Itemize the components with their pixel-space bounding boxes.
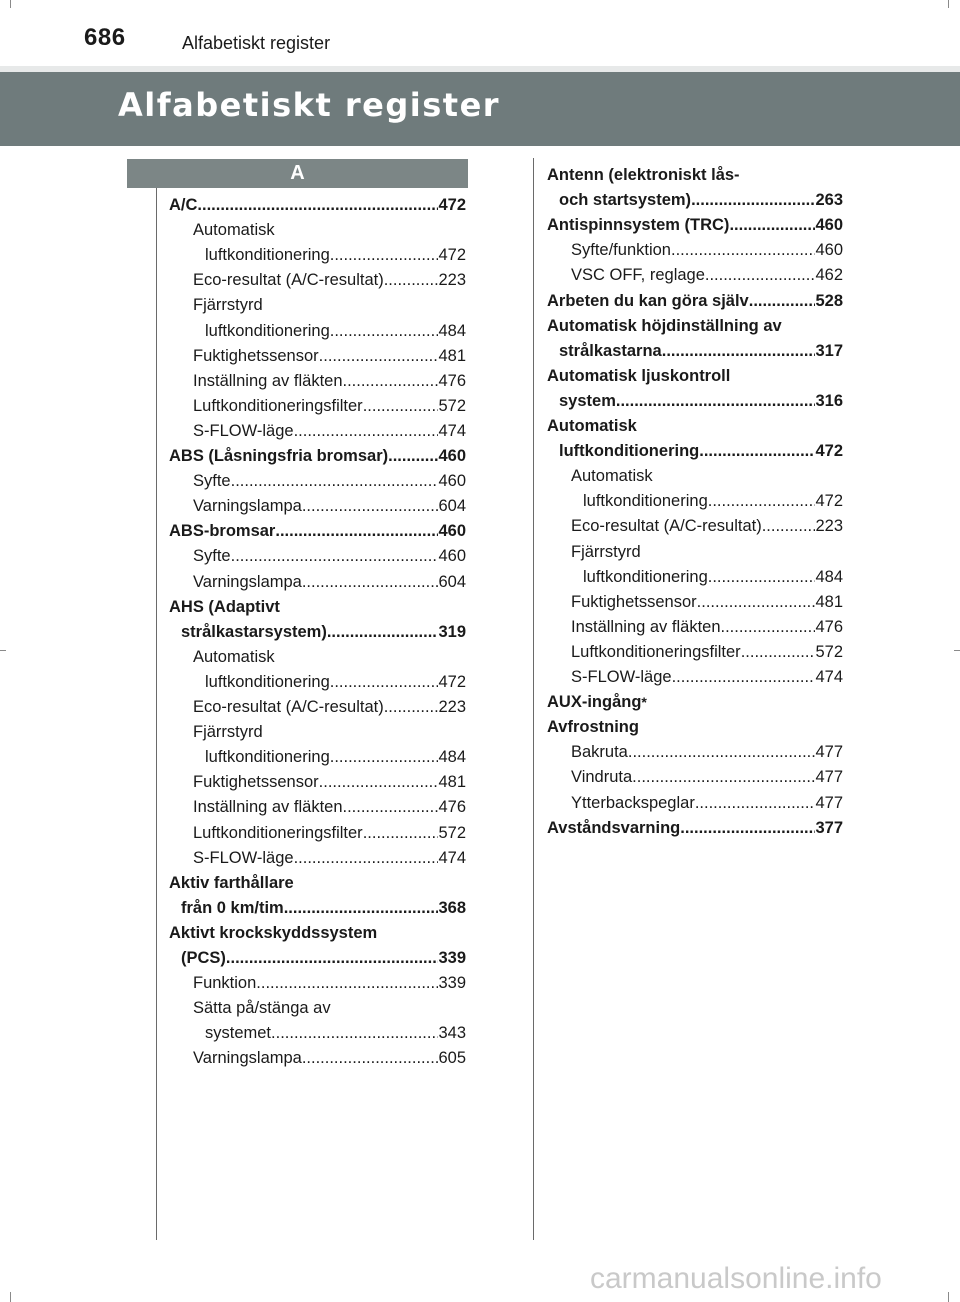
dot-leader bbox=[330, 670, 439, 695]
index-entry bbox=[169, 871, 294, 896]
index-entry-term: S-FLOW-läge bbox=[571, 668, 672, 686]
dot-leader bbox=[384, 268, 439, 293]
index-entry-page: 572 bbox=[438, 396, 466, 415]
dot-leader bbox=[632, 765, 815, 790]
index-entry bbox=[193, 821, 466, 846]
index-entry-term: strålkastarsystem) bbox=[181, 622, 327, 641]
index-entry-page: 462 bbox=[815, 266, 843, 285]
watermark: carmanualsonline.info bbox=[590, 1262, 882, 1295]
dot-leader bbox=[302, 1046, 439, 1071]
footnote-marker: * bbox=[641, 694, 647, 711]
index-entry-term: Avfrostning bbox=[547, 718, 639, 737]
index-entry-term: Arbeten du kan göra själv bbox=[547, 291, 749, 310]
dot-leader bbox=[294, 419, 439, 444]
index-entry-term: S-FLOW-läge bbox=[193, 848, 294, 867]
index-entry bbox=[583, 565, 843, 590]
dot-leader bbox=[699, 439, 815, 464]
dot-leader bbox=[708, 489, 816, 514]
index-entry-page: 472 bbox=[815, 492, 843, 511]
index-entry-term: ABS-bromsar bbox=[169, 522, 276, 541]
index-entry bbox=[547, 715, 639, 740]
dot-leader bbox=[695, 791, 816, 816]
index-entry-term: Luftkonditioneringsfilter bbox=[193, 823, 363, 842]
index-entry bbox=[193, 570, 466, 595]
index-entry bbox=[571, 791, 843, 816]
index-entry-term: Fjärrstyrd bbox=[193, 296, 263, 315]
dot-leader bbox=[388, 444, 438, 469]
index-entry-page: 472 bbox=[438, 246, 466, 265]
index-entry-page: 472 bbox=[815, 442, 843, 461]
crop-mark bbox=[10, 0, 11, 8]
crop-mark bbox=[948, 1292, 949, 1302]
index-entry bbox=[559, 389, 843, 414]
title-band-rule bbox=[0, 66, 960, 72]
index-entry bbox=[547, 690, 647, 715]
index-entry-term: Funktion bbox=[193, 974, 257, 993]
page-number: 686 bbox=[84, 24, 126, 51]
index-entry bbox=[571, 615, 843, 640]
dot-leader bbox=[363, 394, 439, 419]
index-entry-term: Inställning av fläkten bbox=[193, 371, 343, 390]
dot-leader bbox=[741, 640, 816, 665]
index-entry-page: 368 bbox=[438, 898, 466, 917]
dot-leader bbox=[197, 193, 438, 218]
index-entry-page: 572 bbox=[438, 823, 466, 842]
index-entry-page: 472 bbox=[438, 196, 466, 214]
index-entry bbox=[193, 1046, 466, 1071]
index-entry-page: 460 bbox=[438, 547, 466, 566]
index-entry bbox=[193, 293, 263, 318]
index-entry-term: Inställning av fläkten bbox=[571, 617, 721, 636]
index-entry-term: Automatisk ljuskontroll bbox=[547, 366, 731, 385]
index-entry-page: 339 bbox=[438, 974, 466, 993]
index-entry bbox=[571, 238, 843, 263]
index-entry bbox=[193, 720, 263, 745]
index-entry-page: 460 bbox=[438, 447, 466, 465]
dot-leader bbox=[343, 369, 439, 394]
index-entry-term: luftkonditionering bbox=[583, 567, 708, 586]
index-entry-page: 460 bbox=[438, 472, 466, 491]
index-entry bbox=[193, 494, 466, 519]
index-entry-page: 317 bbox=[815, 341, 843, 360]
running-head: Alfabetiskt register bbox=[182, 33, 331, 53]
index-entry-page: 223 bbox=[438, 271, 466, 290]
crop-mark bbox=[954, 650, 960, 651]
index-entry bbox=[205, 1021, 466, 1046]
column-divider-middle bbox=[533, 158, 534, 1240]
index-entry bbox=[547, 213, 843, 238]
index-entry bbox=[547, 163, 740, 188]
index-entry-term: Syfte bbox=[193, 472, 231, 491]
index-entry-term: Varningslampa bbox=[193, 1049, 302, 1068]
index-entry-term: Aktivt krockskyddssystem bbox=[169, 923, 378, 942]
index-entry-page: 604 bbox=[438, 497, 466, 516]
index-entry-page: 572 bbox=[815, 642, 843, 661]
dot-leader bbox=[302, 494, 439, 519]
index-entry bbox=[571, 740, 843, 765]
index-entry-term: luftkonditionering bbox=[205, 321, 330, 340]
index-entry bbox=[571, 514, 843, 539]
index-entry-term: Antenn (elektroniskt lås- bbox=[547, 166, 740, 184]
dot-leader bbox=[330, 243, 439, 268]
index-entry-page: 484 bbox=[438, 748, 466, 767]
index-entry bbox=[547, 816, 843, 841]
index-entry-page: 604 bbox=[438, 572, 466, 591]
dot-leader bbox=[691, 188, 815, 213]
index-entry bbox=[169, 444, 466, 469]
index-entry-page: 460 bbox=[815, 216, 843, 235]
index-entry-term: från 0 km/tim bbox=[181, 898, 284, 917]
crop-mark bbox=[0, 650, 6, 651]
dot-leader bbox=[330, 745, 439, 770]
dot-leader bbox=[231, 544, 439, 569]
index-entry-term: (PCS) bbox=[181, 949, 226, 967]
crop-mark bbox=[10, 1292, 11, 1302]
dot-leader bbox=[628, 740, 816, 765]
index-entry-term: Eco-resultat (A/C-resultat) bbox=[571, 517, 762, 536]
index-entry bbox=[205, 670, 466, 695]
index-entry-term: Fuktighetssensor bbox=[193, 346, 319, 365]
page-title: Alfabetiskt register bbox=[118, 86, 501, 124]
index-entry-term: Automatisk bbox=[193, 221, 275, 240]
section-letter-header: A bbox=[127, 159, 468, 188]
dot-leader bbox=[705, 263, 816, 288]
index-entry-page: 477 bbox=[815, 793, 843, 812]
index-entry-term: Fjärrstyrd bbox=[571, 542, 641, 561]
dot-leader bbox=[721, 615, 816, 640]
dot-leader bbox=[271, 1021, 438, 1046]
index-entry bbox=[571, 640, 843, 665]
dot-leader bbox=[226, 946, 439, 971]
index-entry-page: 528 bbox=[815, 291, 843, 310]
index-entry-term: Antispinnsystem (TRC) bbox=[547, 216, 730, 235]
index-entry bbox=[547, 414, 637, 439]
index-entry-term: S-FLOW-läge bbox=[193, 421, 294, 440]
index-entry-term: Automatisk bbox=[193, 647, 275, 666]
index-entry bbox=[193, 544, 466, 569]
dot-leader bbox=[256, 971, 438, 996]
index-entry-term: Eco-resultat (A/C-resultat) bbox=[193, 698, 384, 716]
index-entry-term: luftkonditionering bbox=[559, 442, 700, 461]
dot-leader bbox=[319, 770, 439, 795]
dot-leader bbox=[680, 816, 815, 841]
index-entry bbox=[193, 344, 466, 369]
index-entry-page: 460 bbox=[438, 522, 466, 541]
index-entry-term: luftkonditionering bbox=[205, 672, 330, 691]
index-entry-term: Bakruta bbox=[571, 743, 628, 762]
dot-leader bbox=[302, 570, 439, 595]
index-entry-term: luftkonditionering bbox=[205, 246, 330, 265]
index-entry bbox=[571, 590, 843, 615]
index-entry bbox=[547, 314, 782, 339]
index-entry-term: och startsystem) bbox=[559, 191, 692, 210]
index-entry-term: Varningslampa bbox=[193, 572, 302, 591]
index-entry-page: 481 bbox=[815, 592, 843, 611]
index-entry-term: Fjärrstyrd bbox=[193, 723, 263, 742]
index-entry-term: Avståndsvarning bbox=[547, 818, 681, 837]
index-entry-page: 460 bbox=[815, 241, 843, 260]
index-entry-page: 263 bbox=[815, 191, 843, 210]
index-entry-page: 484 bbox=[815, 567, 843, 586]
index-entry bbox=[193, 795, 466, 820]
index-entry bbox=[169, 519, 466, 544]
index-entry-term: Automatisk bbox=[571, 467, 653, 486]
index-entry bbox=[205, 243, 466, 268]
index-entry bbox=[559, 439, 843, 464]
index-entry-page: 477 bbox=[815, 768, 843, 787]
index-entry-term: AHS (Adaptivt bbox=[169, 597, 280, 616]
index-entry bbox=[193, 645, 275, 670]
dot-leader bbox=[662, 339, 816, 364]
index-entry-page: 223 bbox=[815, 517, 843, 536]
index-entry-term: Inställning av fläkten bbox=[193, 798, 343, 817]
index-entry bbox=[583, 489, 843, 514]
index-entry bbox=[571, 263, 843, 288]
index-entry-term: Eco-resultat (A/C-resultat) bbox=[193, 271, 384, 290]
dot-leader bbox=[616, 389, 816, 414]
index-entry-term: Automatisk bbox=[547, 417, 637, 435]
index-entry-page: 319 bbox=[438, 622, 466, 641]
index-entry-page: 377 bbox=[815, 818, 843, 837]
index-entry-term: Luftkonditioneringsfilter bbox=[193, 396, 363, 415]
index-entry bbox=[193, 770, 466, 795]
index-entry-term: Fuktighetssensor bbox=[571, 592, 697, 611]
index-entry-page: 474 bbox=[815, 668, 843, 686]
index-entry-term: Luftkonditioneringsfilter bbox=[571, 642, 741, 661]
index-entry-term: Ytterbackspeglar bbox=[571, 793, 695, 812]
index-entry bbox=[205, 745, 466, 770]
index-entry-page: 474 bbox=[438, 848, 466, 867]
page-header bbox=[0, 0, 960, 66]
index-entry-page: 339 bbox=[438, 949, 466, 967]
index-entry-term: Automatisk höjdinställning av bbox=[547, 316, 782, 335]
index-entry-term: AUX-ingång bbox=[547, 693, 642, 712]
index-entry-term: VSC OFF, reglage bbox=[571, 266, 705, 285]
dot-leader bbox=[294, 846, 439, 871]
index-entry-page: 223 bbox=[438, 698, 466, 716]
column-divider-left bbox=[156, 188, 157, 1240]
index-entry-term: Syfte/funktion bbox=[571, 241, 671, 260]
index-entry bbox=[205, 319, 466, 344]
index-entry bbox=[571, 540, 641, 565]
dot-leader bbox=[231, 469, 439, 494]
index-entry bbox=[181, 896, 466, 921]
index-entry bbox=[559, 339, 843, 364]
index-entry-term: Vindruta bbox=[571, 768, 633, 787]
index-entry-page: 481 bbox=[438, 346, 466, 365]
index-entry-page: 476 bbox=[438, 798, 466, 817]
index-entry bbox=[181, 946, 466, 971]
index-entry-page: 481 bbox=[438, 773, 466, 792]
index-entry bbox=[169, 595, 280, 620]
index-entry-term: Fuktighetssensor bbox=[193, 773, 319, 792]
dot-leader bbox=[762, 514, 816, 539]
dot-leader bbox=[749, 289, 816, 314]
dot-leader bbox=[327, 620, 439, 645]
index-entry-term: systemet bbox=[205, 1024, 272, 1043]
index-entry bbox=[193, 394, 466, 419]
index-entry-term: A/C bbox=[169, 196, 198, 214]
dot-leader bbox=[275, 519, 438, 544]
index-entry-term: Syfte bbox=[193, 547, 231, 566]
index-entry bbox=[559, 188, 843, 213]
index-entry-page: 477 bbox=[815, 743, 843, 762]
dot-leader bbox=[319, 344, 439, 369]
index-entry bbox=[181, 620, 466, 645]
index-entry bbox=[547, 289, 843, 314]
dot-leader bbox=[363, 821, 439, 846]
index-entry bbox=[193, 419, 466, 444]
index-entry-page: 476 bbox=[815, 617, 843, 636]
dot-leader bbox=[384, 695, 439, 720]
dot-leader bbox=[729, 213, 815, 238]
index-entry bbox=[193, 846, 466, 871]
index-entry-term: system bbox=[559, 391, 616, 410]
index-entry bbox=[193, 218, 275, 243]
index-entry-term: luftkonditionering bbox=[583, 492, 708, 511]
index-entry bbox=[193, 996, 331, 1021]
dot-leader bbox=[343, 795, 439, 820]
crop-mark bbox=[948, 0, 949, 8]
dot-leader bbox=[671, 238, 815, 263]
index-entry bbox=[169, 193, 466, 218]
index-entry-term: strålkastarna bbox=[559, 341, 662, 360]
index-entry-term: ABS (Låsningsfria bromsar) bbox=[169, 447, 389, 465]
index-entry-page: 484 bbox=[438, 321, 466, 340]
index-entry-term: Aktiv farthållare bbox=[169, 873, 294, 892]
index-entry-page: 474 bbox=[438, 421, 466, 440]
index-entry bbox=[193, 469, 466, 494]
index-entry-page: 605 bbox=[438, 1049, 466, 1068]
index-entry-page: 343 bbox=[438, 1024, 466, 1043]
dot-leader bbox=[284, 896, 439, 921]
index-entry bbox=[571, 765, 843, 790]
dot-leader bbox=[708, 565, 816, 590]
index-entry-page: 316 bbox=[815, 391, 843, 410]
index-entry-term: luftkonditionering bbox=[205, 748, 330, 767]
index-entry bbox=[169, 921, 377, 946]
index-entry bbox=[193, 268, 466, 293]
index-entry-page: 472 bbox=[438, 672, 466, 691]
index-entry-term: Varningslampa bbox=[193, 497, 302, 516]
index-entry bbox=[571, 665, 843, 690]
index-entry-page: 476 bbox=[438, 371, 466, 390]
dot-leader bbox=[330, 319, 439, 344]
index-entry bbox=[193, 695, 466, 720]
dot-leader bbox=[672, 665, 816, 690]
index-entry bbox=[193, 971, 466, 996]
index-entry bbox=[547, 364, 730, 389]
index-entry bbox=[571, 464, 653, 489]
index-entry-term: Sätta på/stänga av bbox=[193, 999, 331, 1018]
dot-leader bbox=[697, 590, 816, 615]
index-entry bbox=[193, 369, 466, 394]
